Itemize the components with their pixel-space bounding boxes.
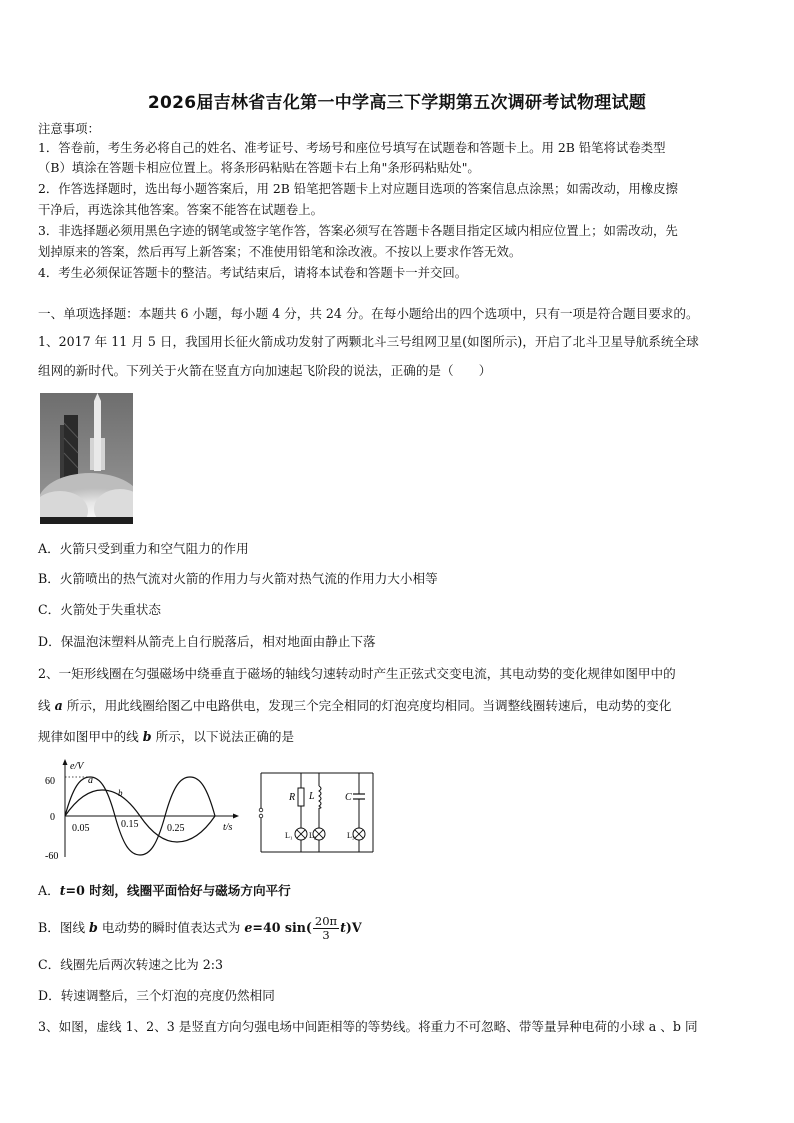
inductor-symbol <box>319 786 321 808</box>
q2-stem-b: 线 a 所示，用此线圈给图乙中电路供电，发现三个完全相同的灯泡亮度均相同。当调整线圈转速后，电动势的变化 <box>38 698 672 713</box>
q1-option-b: B．火箭喷出的热气流对火箭的作用力与火箭对热气流的作用力大小相等 <box>38 571 438 586</box>
label-L1: L₁ <box>285 831 293 840</box>
notice-item-2a: 2．作答选择题时，选出每小题答案后，用 2B 铅笔把答题卡上对应题目选项的答案信息点涂黑；如需改动，用橡皮擦 <box>38 181 678 196</box>
fraction-20pi-over-3: $\frac{20\pi}{3}$ <box>314 914 338 942</box>
label-L: L <box>309 791 315 802</box>
curve-b-label: b <box>118 788 123 798</box>
label-L3: L₃ <box>347 831 355 840</box>
label-C: C <box>345 792 352 803</box>
page-title: 2026届吉林省吉化第一中学高三下学期第五次调研考试物理试题 <box>147 93 647 113</box>
q1-option-d: D．保温泡沫塑料从箭壳上自行脱落后，相对地面由静止下落 <box>38 634 376 649</box>
resistor-symbol <box>298 788 304 806</box>
terminal-top <box>259 808 263 812</box>
section-heading: 一、单项选择题：本题共 6 小题，每小题 4 分，共 24 分。在每小题给出的四个选项中，只有一项是符合题目要求的。 <box>38 306 699 321</box>
rocket-launch-photo <box>40 393 133 524</box>
circuit-diagram <box>253 768 383 858</box>
notice-item-3b: 划掉原来的答案，然后再写上新答案；不准使用铅笔和涂改液。不按以上要求作答无效。 <box>38 244 522 259</box>
y-tick-neg60: -60 <box>45 851 59 862</box>
emf-graph <box>40 757 240 867</box>
y-tick-60: 60 <box>45 776 55 787</box>
notice-item-4: 4．考生必须保证答题卡的整洁。考试结束后，请将本试卷和答题卡一并交回。 <box>38 265 468 280</box>
q2-stem-c: 规律如图甲中的线 b 所示，以下说法正确的是 <box>38 729 295 744</box>
q1-option-c: C．火箭处于失重状态 <box>38 602 161 617</box>
x-tick-005: 0.05 <box>72 823 90 834</box>
x-tick-025: 0.25 <box>167 823 185 834</box>
q1-option-a: A．火箭只受到重力和空气阻力的作用 <box>38 541 249 556</box>
lamp-l3 <box>353 828 365 840</box>
rocket-launch-image <box>40 393 133 524</box>
graph-y-arrow <box>63 759 68 765</box>
notice-heading: 注意事项： <box>38 121 100 136</box>
notice-item-1a: 1．答卷前，考生务必将自己的姓名、准考证号、考场号和座位号填写在试题卷和答题卡上。用 2B 铅笔将试卷类型 <box>38 140 666 155</box>
q1-stem-a: 1、2017 年 11 月 5 日，我国用长征火箭成功发射了两颗北斗三号组网卫星(如图所示)，开启了北斗卫星导航系统全球 <box>38 334 699 349</box>
graph-x-arrow <box>233 814 239 819</box>
y-tick-0: 0 <box>50 812 55 823</box>
graph-x-label: t/s <box>223 822 233 833</box>
notice-item-3a: 3．非选择题必须用黑色字迹的钢笔或签字笔作答，答案必须写在答题卡各题目指定区域内相应位置上；如需改动，先 <box>38 223 678 238</box>
q3-stem-a: 3、如图，虚线 1、2、3 是竖直方向匀强电场中间距相等的等势线。将重力不可忽略、带等量异种电荷的小球 a 、b 同 <box>38 1019 698 1034</box>
graph-y-label: e/V <box>70 761 84 772</box>
q2-option-c: C．线圈先后两次转速之比为 2:3 <box>38 957 224 972</box>
label-R: R <box>289 792 296 803</box>
lamp-l1 <box>295 828 307 840</box>
curve-a-label: a <box>88 775 93 786</box>
label-L2: L₂ <box>309 831 317 840</box>
q2-stem-a: 2、一矩形线圈在匀强磁场中绕垂直于磁场的轴线匀速转动时产生正弦式交变电流，其电动势的变化规律如图甲中的 <box>38 666 676 681</box>
terminal-bottom <box>259 814 263 818</box>
q2-option-d: D．转速调整后，三个灯泡的亮度仍然相同 <box>38 988 275 1003</box>
q2-option-b: B．图线 b 电动势的瞬时值表达式为 e=40 sin( $\frac{20\pi}{3}$ t)V <box>38 914 362 942</box>
x-tick-015: 0.15 <box>121 819 139 830</box>
curve-a-tail <box>165 777 215 816</box>
notice-item-1b: （B）填涂在答题卡相应位置上。将条形码粘贴在答题卡右上角"条形码粘贴处"。 <box>38 160 480 175</box>
notice-item-2b: 干净后，再选涂其他答案。答案不能答在试题卷上。 <box>38 202 323 217</box>
q2-option-a: A．t=0 时刻，线圈平面恰好与磁场方向平行 <box>38 883 291 898</box>
q1-stem-b: 组网的新时代。下列关于火箭在竖直方向加速起飞阶段的说法，正确的是（ ） <box>38 363 492 378</box>
